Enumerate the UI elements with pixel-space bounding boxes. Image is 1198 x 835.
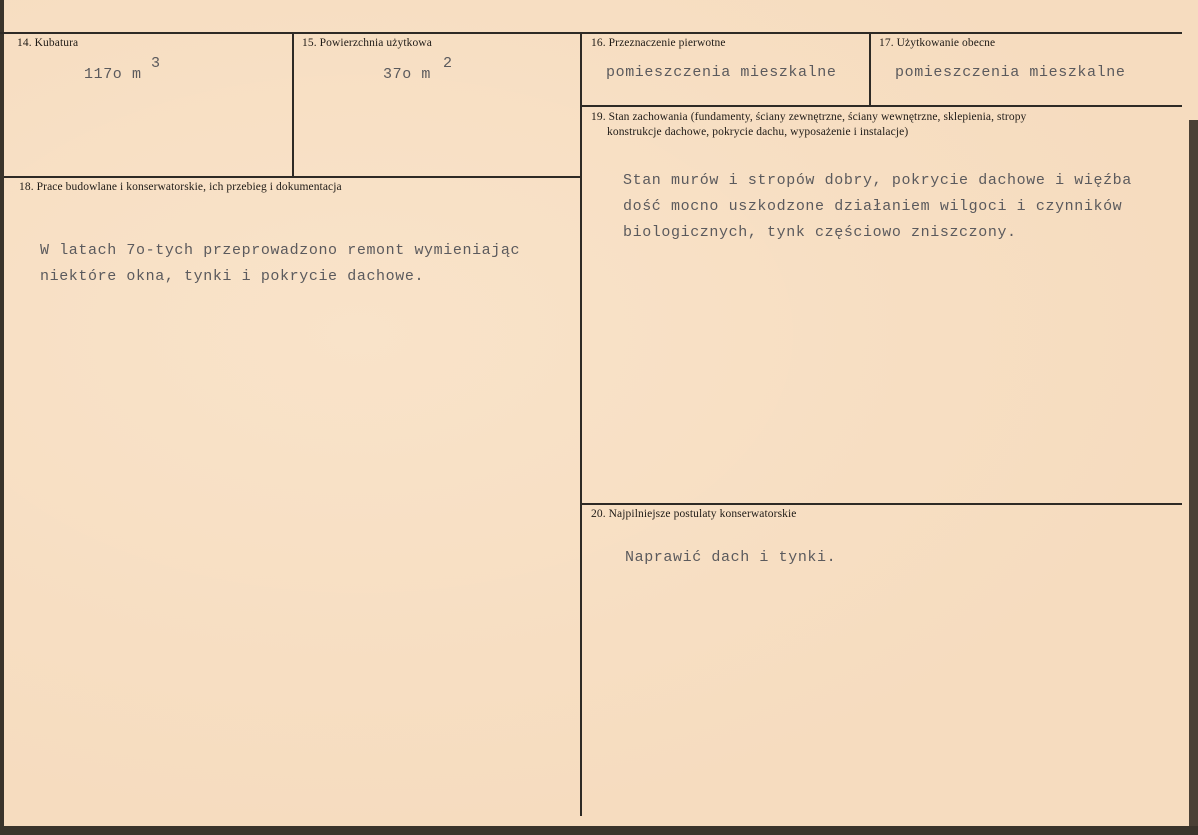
top-border <box>0 32 1182 34</box>
przeznaczenie-value: pomieszczenia mieszkalne <box>606 64 837 81</box>
kubatura-unit-exponent: 3 <box>151 55 161 72</box>
postulaty-label: 20. Najpilniejsze postulaty konserwatorskie <box>591 508 797 520</box>
main-vertical-divider <box>580 32 582 816</box>
card-bottom-edge <box>0 826 1198 835</box>
przeznaczenie-label: 16. Przeznaczenie pierwotne <box>591 37 726 49</box>
uzytkowanie-value: pomieszczenia mieszkalne <box>895 64 1126 81</box>
prace-budowlane-line-2: niektóre okna, tynki i pokrycie dachowe. <box>40 268 425 285</box>
divider-16-17 <box>869 32 871 106</box>
uzytkowanie-label: 17. Użytkowanie obecne <box>879 37 996 49</box>
prace-budowlane-label: 18. Prace budowlane i konserwatorskie, ich przebieg i dokumentacja <box>19 181 342 193</box>
stan-zachowania-line-3: biologicznych, tynk częściowo zniszczony. <box>623 224 1017 241</box>
stan-zachowania-line-1: Stan murów i stropów dobry, pokrycie dachowe i więźba <box>623 172 1132 189</box>
divider-top-18 <box>4 176 582 178</box>
prace-budowlane-line-1: W latach 7o-tych przeprowadzono remont wymieniając <box>40 242 521 259</box>
kubatura-label: 14. Kubatura <box>17 37 79 49</box>
powierzchnia-value: 37o m <box>383 66 432 83</box>
postulaty-value: Naprawić dach i tynki. <box>625 549 837 566</box>
divider-14-15 <box>292 32 294 176</box>
powierzchnia-unit-exponent: 2 <box>443 55 453 72</box>
card-left-edge <box>0 0 4 835</box>
powierzchnia-label: 15. Powierzchnia użytkowa <box>302 37 432 49</box>
stan-zachowania-line-2: dość mocno uszkodzone działaniem wilgoci i czynników <box>623 198 1123 215</box>
stan-zachowania-label-line-1: 19. Stan zachowania (fundamenty, ściany zewnętrzne, ściany wewnętrzne, sklepienia, stropy <box>591 111 1027 123</box>
card-right-edge <box>1189 120 1198 835</box>
divider-top-19 <box>582 105 1182 107</box>
divider-top-20 <box>582 503 1182 505</box>
stan-zachowania-label-line-2: konstrukcje dachowe, pokrycie dachu, wyposażenie i instalacje) <box>607 126 909 138</box>
kubatura-value: 117o m <box>84 66 142 83</box>
